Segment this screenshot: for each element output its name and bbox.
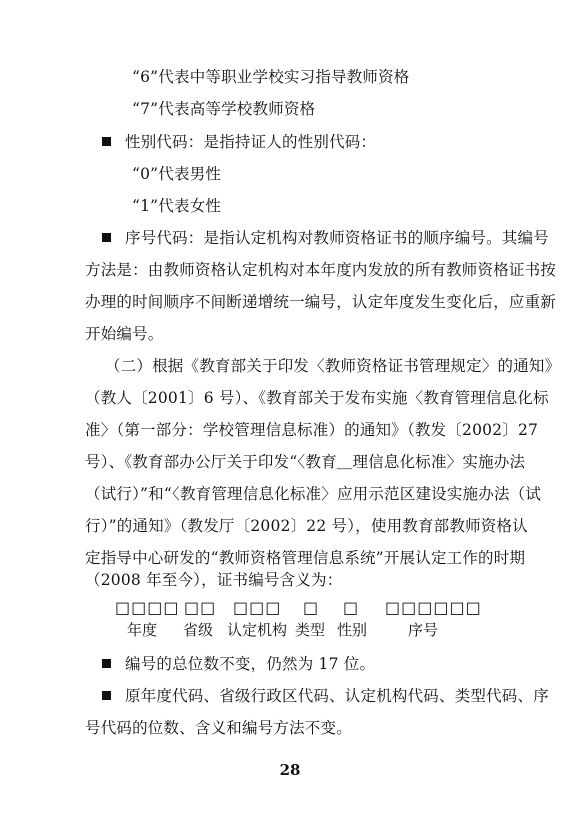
serial-code-boxes: □□□□□□ [385, 598, 482, 617]
text-line: 定指导中心研发的“教师资格管理信息系统”开展认定工作的时期 [85, 549, 526, 567]
text-line: 号代码的位数、含义和编号方法不变。 [85, 719, 352, 737]
square-bullet-icon [102, 233, 111, 242]
text-line: （二）根据《教育部关于印发〈教师资格证书管理规定〉的通知》 [105, 357, 561, 375]
year-code-boxes: □□□□ [115, 598, 180, 617]
bullet-paragraph [102, 132, 376, 152]
text-line: 行）”的通知》（教发厅〔2002〕22 号），使用教育部教师资格认 [85, 517, 528, 535]
text-line: （试行）”和“〈教育管理信息化标准〉应用示范区建设实施办法（试 [85, 485, 542, 503]
gender-code-box: □ [343, 598, 360, 617]
text-line: 号）、《教育部办公厅关于印发“〈教育＿理信息化标准〉实施办法 [85, 453, 526, 471]
text-line: 方法是：由教师资格认定机构对本年度内发放的所有教师资格证书按 [85, 261, 557, 279]
square-bullet-icon [102, 691, 111, 700]
bullet-paragraph [102, 654, 375, 674]
square-bullet-icon [102, 659, 111, 668]
text-line: 序号代码：是指认定机构对教师资格证书的顺序编号。其编号 [125, 229, 549, 247]
text-line: 原年度代码、省级行政区代码、认定机构代码、类型代码、序 [125, 687, 549, 705]
type-code-box: □ [303, 598, 320, 617]
text-line: “1”代表女性 [132, 197, 222, 215]
code-labels-row [0, 620, 578, 642]
province-code-boxes: □□ [184, 598, 217, 617]
agency-code-boxes: □□□ [233, 598, 282, 617]
text-line: 性别代码：是指持证人的性别代码： [125, 133, 377, 151]
square-bullet-icon [102, 137, 111, 146]
agency-label: 认定机构 [227, 621, 288, 639]
gender-label: 性别 [337, 621, 368, 639]
text-line: 编号的总位数不变，仍然为 17 位。 [125, 655, 376, 673]
text-line: （2008 年至今），证书编号含义为： [85, 571, 343, 589]
text-line: 办理的时间顺序不间断递增统一编号，认定年度发生变化后，应重新 [85, 293, 557, 311]
bullet-paragraph [102, 686, 549, 706]
page-number: 28 [279, 761, 301, 779]
text-line: 准〉（第一部分：学校管理信息标准）的通知》（教发〔2002〕27 [85, 421, 539, 439]
text-line: 开始编号。 [85, 325, 164, 343]
province-label: 省级 [183, 621, 214, 639]
type-label: 类型 [295, 621, 326, 639]
code-boxes-row [0, 598, 578, 620]
text-line: （教人〔2001〕6 号）、《教育部关于发布实施〈教育管理信息化标 [85, 389, 549, 407]
text-line: “0”代表男性 [132, 165, 222, 183]
bullet-paragraph [102, 228, 549, 248]
year-label: 年度 [127, 621, 158, 639]
serial-label: 序号 [408, 621, 439, 639]
text-line: “7”代表高等学校教师资格 [132, 100, 316, 118]
text-line: “6”代表中等职业学校实习指导教师资格 [132, 68, 410, 86]
